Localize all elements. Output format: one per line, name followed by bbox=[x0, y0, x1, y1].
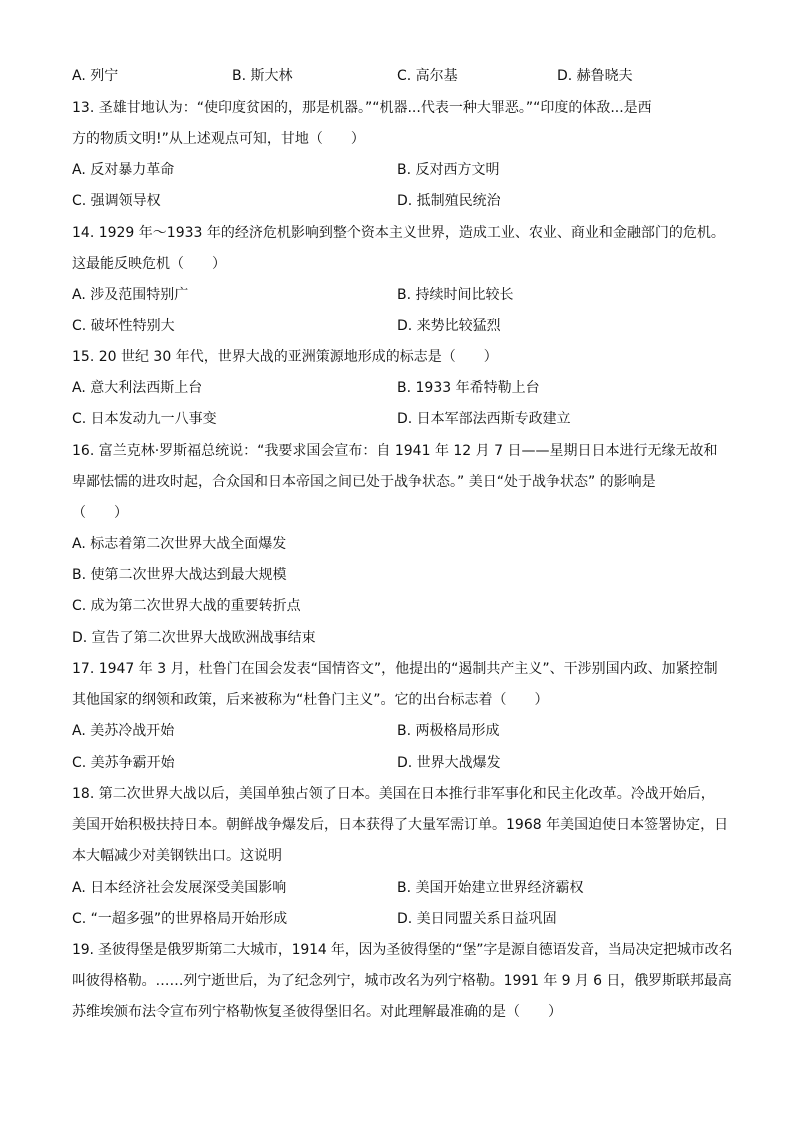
q19-stem-line-1: 19. 圣彼得堡是俄罗斯第二大城市，1914 年，因为圣彼得堡的“堡”字是源自德语发音，当局决定把城市改名 bbox=[72, 942, 733, 958]
q14-option-d: D. 来势比较猛烈 bbox=[397, 318, 501, 334]
q16-option-d: D. 宣告了第二次世界大战欧洲战事结束 bbox=[72, 630, 316, 646]
q17-stem-line-2: 其他国家的纲领和政策，后来被称为“杜鲁门主义”。它的出台标志着（ ） bbox=[72, 692, 549, 708]
q15-option-c: C. 日本发动九一八事变 bbox=[72, 411, 217, 427]
q13-stem-line-1: 13. 圣雄甘地认为：“使印度贫困的，那是机器。”“机器...代表一种大罪恶。”“印度的体敌...是西 bbox=[72, 100, 652, 116]
q14-option-c: C. 破坏性特别大 bbox=[72, 318, 175, 334]
q15-option-d: D. 日本军部法西斯专政建立 bbox=[397, 411, 571, 427]
q13-option-d: D. 抵制殖民统治 bbox=[397, 193, 501, 209]
q12-option-a: A. 列宁 bbox=[72, 68, 119, 84]
q16-stem-line-3: （ ） bbox=[72, 505, 128, 521]
q17-option-d: D. 世界大战爆发 bbox=[397, 755, 501, 771]
q18-stem-line-1: 18. 第二次世界大战以后，美国单独占领了日本。美国在日本推行非军事化和民主化改革。冷战开始后， bbox=[72, 786, 715, 802]
q19-stem-line-2: 叫彼得格勒。……列宁逝世后，为了纪念列宁，城市改名为列宁格勒。1991 年 9 月 6 日，俄罗斯联邦最高 bbox=[72, 973, 732, 989]
q15-option-a: A. 意大利法西斯上台 bbox=[72, 380, 203, 396]
q16-option-a: A. 标志着第二次世界大战全面爆发 bbox=[72, 536, 287, 552]
q18-stem-line-3: 本大幅减少对美钢铁出口。这说明 bbox=[72, 848, 282, 864]
q12-option-c: C. 高尔基 bbox=[397, 68, 458, 84]
q18-option-b: B. 美国开始建立世界经济霸权 bbox=[397, 880, 584, 896]
q14-option-a: A. 涉及范围特别广 bbox=[72, 287, 189, 303]
q12-option-b: B. 斯大林 bbox=[232, 68, 293, 84]
q13-stem-line-2: 方的物质文明!”从上述观点可知，甘地（ ） bbox=[72, 131, 365, 147]
q19-stem-line-3: 苏维埃颁布法令宣布列宁格勒恢复圣彼得堡旧名。对此理解最准确的是（ ） bbox=[72, 1004, 562, 1020]
q15-option-b: B. 1933 年希特勒上台 bbox=[397, 380, 540, 396]
q17-stem-line-1: 17. 1947 年 3 月，杜鲁门在国会发表“国情咨文”，他提出的“遏制共产主义”、干涉别国内政、加紧控制 bbox=[72, 661, 718, 677]
q18-option-a: A. 日本经济社会发展深受美国影响 bbox=[72, 880, 287, 896]
q14-stem-line-1: 14. 1929 年～1933 年的经济危机影响到整个资本主义世界，造成工业、农业、商业和金融部门的危机。 bbox=[72, 225, 725, 241]
q17-option-b: B. 两极格局形成 bbox=[397, 723, 500, 739]
q18-option-c: C. “一超多强”的世界格局开始形成 bbox=[72, 911, 288, 927]
q16-stem-line-1: 16. 富兰克林·罗斯福总统说：“我要求国会宣布：自 1941 年 12 月 7 日——星期日日本进行无缘无故和 bbox=[72, 443, 718, 459]
q18-stem-line-2: 美国开始积极扶持日本。朝鲜战争爆发后，日本获得了大量军需订单。1968 年美国迫使日本签署协定，日 bbox=[72, 817, 729, 833]
q16-stem-line-2: 卑鄙怯懦的进攻时起，合众国和日本帝国之间已处于战争状态。” 美日“处于战争状态” 的影响是 bbox=[72, 474, 656, 490]
q13-option-b: B. 反对西方文明 bbox=[397, 162, 500, 178]
q16-option-c: C. 成为第二次世界大战的重要转折点 bbox=[72, 598, 301, 614]
q17-option-c: C. 美苏争霸开始 bbox=[72, 755, 175, 771]
q15-stem-line-1: 15. 20 世纪 30 年代，世界大战的亚洲策源地形成的标志是（ ） bbox=[72, 349, 498, 365]
q14-stem-line-2: 这最能反映危机（ ） bbox=[72, 256, 226, 272]
q13-option-c: C. 强调领导权 bbox=[72, 193, 161, 209]
q14-option-b: B. 持续时间比较长 bbox=[397, 287, 514, 303]
q13-option-a: A. 反对暴力革命 bbox=[72, 162, 175, 178]
q16-option-b: B. 使第二次世界大战达到最大规模 bbox=[72, 567, 287, 583]
q12-option-d: D. 赫鲁晓夫 bbox=[557, 68, 633, 84]
q18-option-d: D. 美日同盟关系日益巩固 bbox=[397, 911, 557, 927]
q17-option-a: A. 美苏冷战开始 bbox=[72, 723, 175, 739]
